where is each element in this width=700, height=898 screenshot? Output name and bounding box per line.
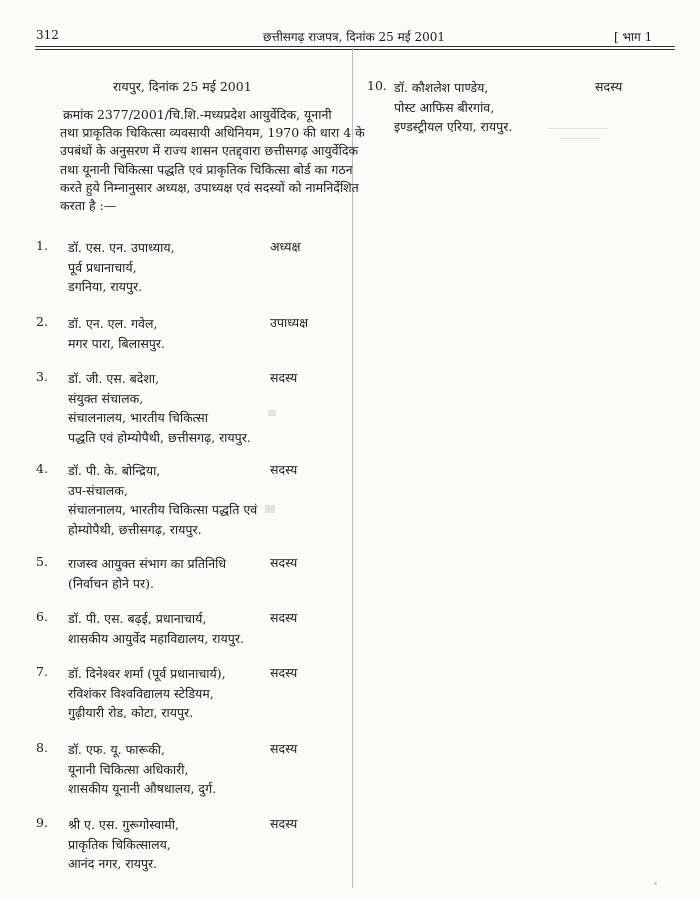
order-line: तथा प्राकृतिक चिकित्सा व्यवसायी अधिनियम, 1970 की धारा 4 के: [60, 125, 365, 141]
member-role: उपाध्यक्ष: [270, 315, 309, 330]
member-line: डॉ. कौशलेश पाण्डेय,: [394, 80, 489, 95]
member-line: पूर्व प्रधानाचार्य,: [68, 259, 137, 275]
member-number: 9.: [36, 815, 48, 830]
scan-speckle: [268, 410, 276, 416]
member-role: सदस्य: [270, 665, 298, 680]
member-line: श्री ए. एस. गुरूगोस्वामी,: [68, 817, 179, 832]
order-line: करते हुये निम्नानुसार अध्यक्ष, उपाध्यक्ष एवं सदस्यों को नामनिर्देशित: [60, 179, 359, 195]
member-line: डॉ. दिनेश्वर शर्मा (पूर्व प्रधानाचार्य),: [68, 666, 226, 681]
gazette-title: छत्तीसगढ़ राजपत्र, दिनांक 25 मई 2001: [263, 30, 446, 44]
scan-speckle: [654, 882, 657, 885]
member-number: 6.: [36, 609, 48, 624]
member-number: 7.: [36, 664, 48, 679]
member-role: अध्यक्ष: [270, 239, 301, 254]
scan-speckle: [548, 128, 608, 129]
member-line: पोस्ट आफिस बीरगांव,: [394, 99, 495, 115]
order-line: क्रमांक 2377/2001/चि.शि.-मध्यप्रदेश आयुर्वेदिक, यूनानी: [63, 107, 332, 122]
member-details: [68, 740, 216, 799]
member-line: डॉ. पी. के. बोन्द्रिया,: [68, 463, 161, 478]
member-line: डॉ. एफ. यू. फारूकी,: [68, 742, 165, 757]
member-number: 1.: [36, 238, 48, 253]
member-number: 8.: [36, 740, 48, 755]
order-line: तथा यूनानी चिकित्सा पद्धति एवं प्राकृतिक चिकित्सा बोर्ड का गठन: [60, 161, 353, 177]
member-details: [68, 609, 244, 648]
member-number: 10.: [367, 78, 387, 93]
member-line: संचालनालय, भारतीय चिकित्सा पद्धति एवं: [68, 502, 258, 517]
member-number: 3.: [36, 369, 48, 384]
member-details: [68, 461, 257, 539]
order-line: उपबंधों के अनुसरण में राज्य शासन एतद्द्वारा छत्तीसगढ़ आयुर्वेदिक: [60, 143, 359, 159]
member-details: [68, 815, 179, 874]
member-line: राजस्व आयुक्त संभाग का प्रतिनिधि: [68, 556, 227, 571]
member-line: उप-संचालक,: [68, 482, 128, 498]
member-number: 4.: [36, 461, 48, 476]
member-line: होम्योपैथी, छत्तीसगढ़, रायपुर.: [68, 521, 202, 537]
dateline: रायपुर, दिनांक 25 मई 2001: [113, 79, 252, 94]
member-line: डॉ. एस. एन. उपाध्याय,: [68, 240, 175, 255]
member-line: डॉ. पी. एस. बढ़ई, प्रधानाचार्य,: [68, 611, 207, 626]
member-line: डगनिया, रायपुर.: [68, 279, 143, 294]
member-role: सदस्य: [270, 741, 298, 756]
member-line: डॉ. जी. एस. बदेशा,: [68, 371, 160, 386]
member-details: [394, 78, 512, 137]
member-role: सदस्य: [270, 370, 298, 385]
scan-speckle: [560, 138, 600, 139]
member-line: पद्धति एवं होम्योपैथी, छत्तीसगढ़, रायपुर.: [68, 429, 251, 445]
member-line: प्राकृतिक चिकित्सालय,: [68, 836, 171, 852]
member-line: शासकीय आयुर्वेद महाविद्यालय, रायपुर.: [68, 630, 244, 646]
member-line: यूनानी चिकित्सा अधिकारी,: [68, 761, 189, 777]
member-role: सदस्य: [270, 610, 298, 625]
member-role: सदस्य: [595, 79, 623, 94]
member-number: 2.: [36, 314, 48, 329]
scan-speckle: [265, 505, 275, 513]
header-rule-2: [35, 49, 675, 50]
member-details: [68, 554, 226, 593]
member-line: शासकीय यूनानी औषधालय, दुर्ग.: [68, 781, 217, 796]
member-line: (निर्वाचन होने पर).: [68, 575, 154, 591]
member-details: [68, 664, 226, 723]
member-line: रविशंकर विश्वविद्यालय स्टेडियम,: [68, 685, 214, 701]
order-line: करता है :—: [60, 198, 117, 214]
member-details: [68, 238, 175, 297]
member-number: 5.: [36, 554, 48, 569]
page-number: 312: [36, 28, 59, 42]
member-role: सदस्य: [270, 555, 298, 570]
member-line: गुढ़ीयारी रोड, कोटा, रायपुर.: [68, 705, 194, 720]
member-role: सदस्य: [270, 816, 298, 831]
member-line: डॉ. एन. एल. गवेल,: [68, 316, 158, 331]
member-line: आनंद नगर, रायपुर.: [68, 856, 158, 871]
member-details: [68, 369, 251, 447]
member-details: [68, 314, 165, 353]
part-label: [ भाग 1: [614, 30, 653, 44]
member-role: सदस्य: [270, 462, 298, 477]
member-line: संचालनालय, भारतीय चिकित्सा: [68, 410, 208, 425]
member-line: इण्डस्ट्रीयल एरिया, रायपुर.: [394, 119, 513, 134]
member-line: संयुक्त संचालक,: [68, 390, 144, 406]
header-rule: [35, 46, 675, 47]
order-paragraph: [60, 106, 365, 215]
member-line: मगर पारा, बिलासपुर.: [68, 335, 165, 351]
